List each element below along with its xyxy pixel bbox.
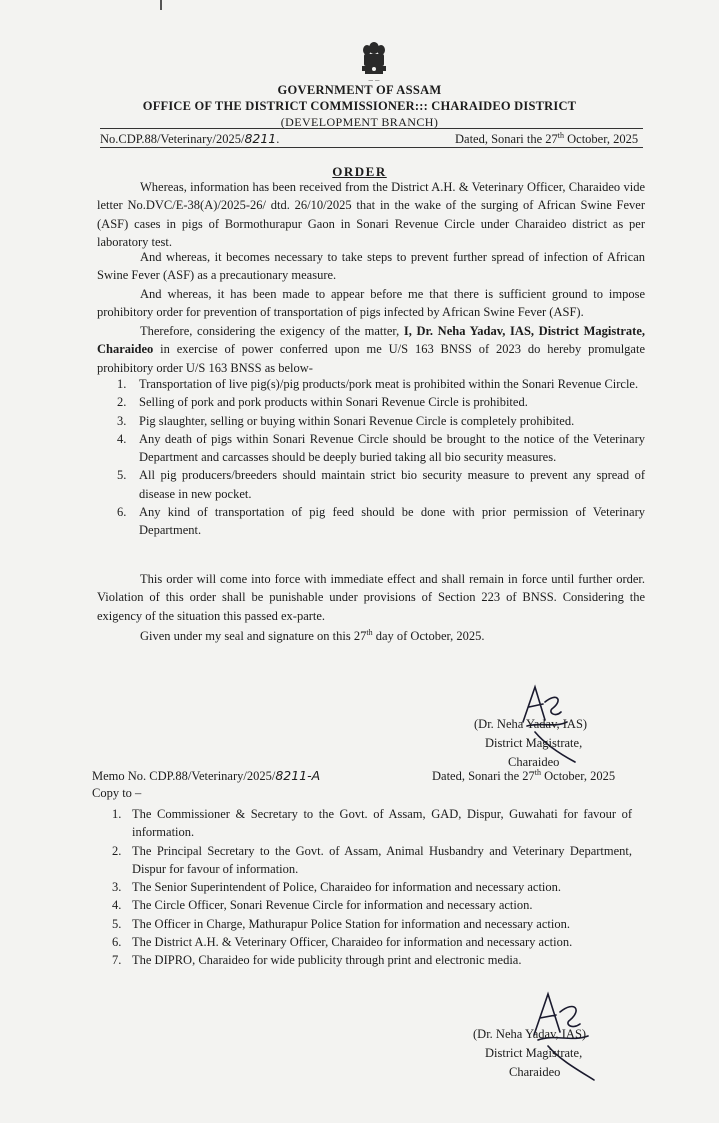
svg-text:— —: — — — [368, 78, 380, 84]
handwritten-number: 8211 — [244, 131, 277, 146]
list-item: 5. The Officer in Charge, Mathurapur Police Station for information and necessary action. — [112, 916, 570, 931]
memo-date: Dated, Sonari the 27th October, 2025 — [432, 768, 616, 784]
handwritten-number: 8211-A — [275, 768, 321, 783]
list-item: 4. The Circle Officer, Sonari Revenue Circle for information and necessary action. — [112, 898, 533, 913]
memo-number: Memo No. CDP.88/Veterinary/2025/8211-A — [92, 768, 321, 783]
header-office: OFFICE OF THE DISTRICT COMMISSIONER::: CHARAIDEO DISTRICT — [142, 99, 577, 113]
list-item: 3. Pig slaughter, selling or buying within Sonari Revenue Circle is completely prohibited. — [117, 413, 575, 428]
order-paragraph-2: And whereas, it becomes necessary to take steps to prevent further spread of infection of African Swine Fever (ASF) as a precautionary measure. — [97, 250, 645, 283]
reference-number: No.CDP.88/Veterinary/2025/8211. — [100, 131, 280, 146]
list-item: 7. The DIPRO, Charaideo for wide publicity through print and electronic media. — [112, 953, 522, 968]
order-paragraph-6: Given under my seal and signature on this 27th day of October, 2025. — [140, 628, 485, 644]
header-government: GOVERNMENT OF ASSAM — [277, 83, 442, 97]
order-title: ORDER — [332, 164, 387, 179]
list-item: 4. Any death of pigs within Sonari Revenue Circle should be brought to the notice of the Veterinary Department and carcasses should be deeply buried taking all bio security measures. — [117, 431, 645, 465]
signatory-title: District Magistrate, — [485, 736, 583, 750]
order-paragraph-5: This order will come into force with immediate effect and shall remain in force until further order. Violation of this order shall be punishable under provisions of Section 223 of BNSS. Considering the exigency of the situation this passed ex-parte. — [97, 572, 645, 623]
list-item: 3. The Senior Superintendent of Police, Charaideo for information and necessary action. — [112, 880, 562, 895]
state-emblem-icon — [359, 40, 389, 84]
list-item: 5. All pig producers/breeders should maintain strict bio security measure to prevent any spread of disease in new pocket. — [117, 468, 645, 501]
signatory-title: District Magistrate, — [485, 1046, 583, 1060]
header-branch: (DEVELOPMENT BRANCH) — [280, 115, 439, 129]
scan-edge-mark — [160, 0, 162, 10]
list-item: 2. Selling of pork and pork products within Sonari Revenue Circle is prohibited. — [117, 395, 528, 410]
list-item: 2. The Principal Secretary to the Govt. of Assam, Animal Husbandry and Veterinary Department, Dispur for favour of information. — [112, 843, 632, 876]
signatory-name: (Dr. Neha Yadav, IAS) — [473, 1027, 587, 1041]
list-item: 1. The Commissioner & Secretary to the Govt. of Assam, GAD, Dispur, Guwahati for favour of information. — [112, 807, 632, 840]
order-items — [117, 375, 645, 540]
list-item: 6. Any kind of transportation of pig feed should be done with prior permission of Veterinary Department. — [117, 505, 645, 538]
copy-to-label: Copy to – — [92, 786, 142, 800]
signature-block-1 — [474, 715, 587, 772]
divider-top — [100, 128, 643, 129]
divider-bottom — [100, 147, 643, 148]
list-item: 6. The District A.H. & Veterinary Officer, Charaideo for information and necessary action. — [112, 935, 573, 950]
order-paragraph-1: Whereas, information has been received from the District A.H. & Veterinary Officer, Charaideo vide letter No.DVC/E-38(A)/2025-26/ dtd. 26/10/2025 that in the wake of the surging of African Swine Fever (ASF) cases in pigs of Bormothurapur Gaon in Sonari Revenue Circle under Charaideo district as per laboratory test. — [97, 180, 645, 249]
list-item: 1. Transportation of live pig(s)/pig products/pork meat is prohibited within the Sonari Revenue Circle. — [117, 377, 639, 391]
copy-to-list — [112, 805, 632, 970]
order-paragraph-3: And whereas, it has been made to appear before me that there is sufficient ground to impose prohibitory order for prevention of transportation of pigs infected by African Swine Fever (ASF). — [97, 287, 645, 320]
signatory-place: Charaideo — [508, 755, 560, 769]
order-date: Dated, Sonari the 27th October, 2025 — [455, 131, 639, 147]
signature-block-2 — [473, 1025, 586, 1082]
order-paragraph-4: Therefore, considering the exigency of the matter, I, Dr. Neha Yadav, IAS, District Magistrate, Charaideo in exercise of power conferred upon me U/S 163 BNSS of 2023 do hereby promulgate prohibitory order U/S 163 BNSS as below- — [97, 324, 645, 375]
signatory-place: Charaideo — [509, 1065, 561, 1079]
signatory-name: (Dr. Neha Yadav, IAS) — [474, 717, 588, 731]
